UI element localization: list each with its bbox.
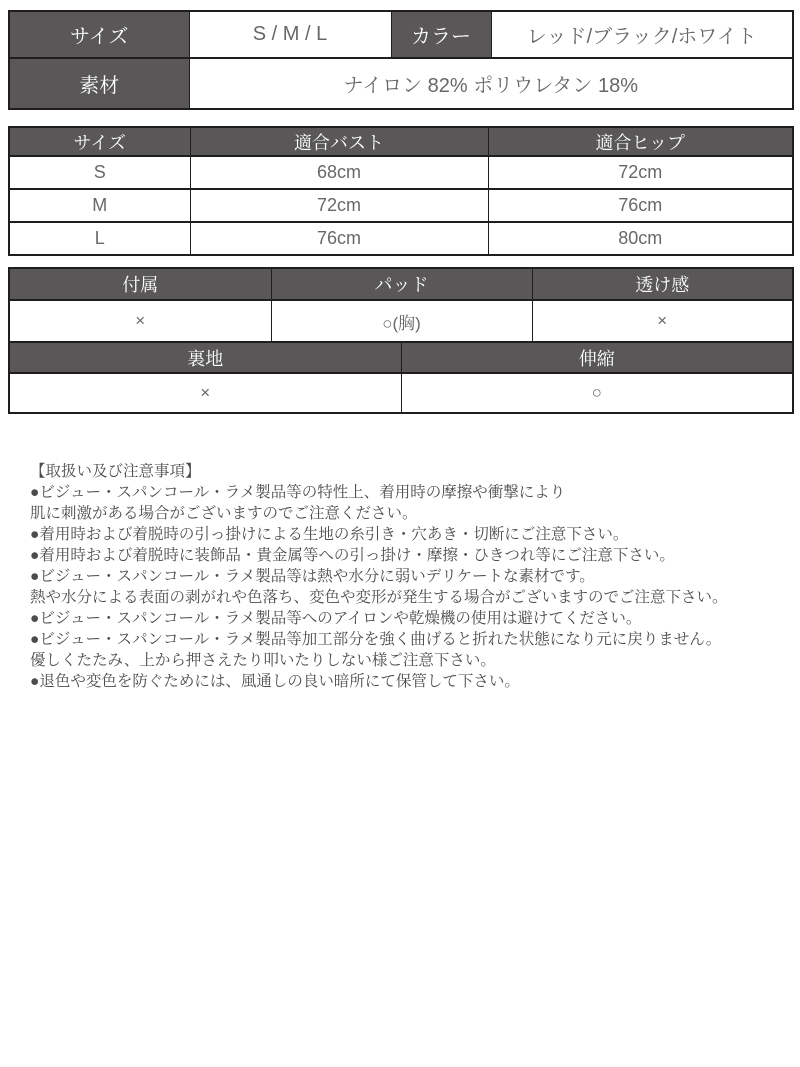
size-value: S / M / L: [189, 11, 391, 58]
notes-line: ●着用時および着脱時の引っ掛けによる生地の糸引き・穴あき・切断にご注意下さい。: [30, 526, 629, 543]
notes-title: 【取扱い及び注意事項】: [30, 463, 201, 480]
spec-row-size-color: [9, 11, 793, 58]
pad-value: ○(胸): [271, 300, 532, 342]
notes-line: ●着用時および着脱時に装飾品・貴金属等への引っ掛け・摩擦・ひきつれ等にご注意下さい。: [30, 547, 675, 564]
bust-m: 72cm: [190, 189, 488, 222]
bust-s: 68cm: [190, 156, 488, 189]
col-header-bust: 適合バスト: [190, 127, 488, 156]
notes-line: ●ビジュー・スパンコール・ラメ製品等の特性上、着用時の摩擦や衝撃により: [30, 484, 566, 501]
col-header-hip: 適合ヒップ: [488, 127, 793, 156]
table-row-s: [9, 156, 793, 189]
sheerness-value: ×: [532, 300, 793, 342]
hip-l: 80cm: [488, 222, 793, 255]
hip-m: 76cm: [488, 189, 793, 222]
features-value-row-1: [9, 300, 793, 342]
notes-line: 優しくたたみ、上から押さえたり叩いたりしない様ご注意下さい。: [30, 652, 496, 669]
accessories-label: 付属: [9, 268, 271, 300]
sheerness-label: 透け感: [532, 268, 793, 300]
color-label: カラー: [391, 11, 491, 58]
size-l: L: [9, 222, 190, 255]
notes-line: ●ビジュー・スパンコール・ラメ製品等は熱や水分に弱いデリケートな素材です。: [30, 568, 595, 585]
notes-line: ●ビジュー・スパンコール・ラメ製品等へのアイロンや乾燥機の使用は避けてください。: [30, 610, 642, 627]
features-header-row-2: [9, 342, 793, 373]
notes-line: 熱や水分による表面の剥がれや色落ち、変色や変形が発生する場合がございますのでご注意下さい。: [30, 589, 728, 606]
table-row-m: [9, 189, 793, 222]
notes-line: ●退色や変色を防ぐためには、風通しの良い暗所にて保管して下さい。: [30, 673, 520, 690]
features-table: [8, 267, 794, 414]
spec-row-material: [9, 58, 793, 109]
lining-value: ×: [9, 373, 401, 413]
size-label: サイズ: [9, 11, 189, 58]
accessories-value: ×: [9, 300, 271, 342]
table-row-l: [9, 222, 793, 255]
notes-line: ●ビジュー・スパンコール・ラメ製品等加工部分を強く曲げると折れた状態になり元に戻りません。: [30, 631, 722, 648]
product-spec-page: [0, 10, 800, 1067]
measurements-table: [8, 126, 794, 256]
lining-label: 裏地: [9, 342, 401, 373]
pad-label: パッド: [271, 268, 532, 300]
material-value: ナイロン 82% ポリウレタン 18%: [189, 58, 793, 109]
hip-s: 72cm: [488, 156, 793, 189]
col-header-size: サイズ: [9, 127, 190, 156]
size-s: S: [9, 156, 190, 189]
stretch-value: ○: [401, 373, 793, 413]
material-label: 素材: [9, 58, 189, 109]
spec-table: [8, 10, 794, 110]
features-value-row-2: [9, 373, 793, 413]
bust-l: 76cm: [190, 222, 488, 255]
handling-notes: [30, 461, 800, 692]
measurements-header-row: [9, 127, 793, 156]
notes-line: 肌に刺激がある場合がございますのでご注意ください。: [30, 505, 418, 522]
stretch-label: 伸縮: [401, 342, 793, 373]
features-header-row-1: [9, 268, 793, 300]
size-m: M: [9, 189, 190, 222]
color-value: レッド/ブラック/ホワイト: [491, 11, 793, 58]
